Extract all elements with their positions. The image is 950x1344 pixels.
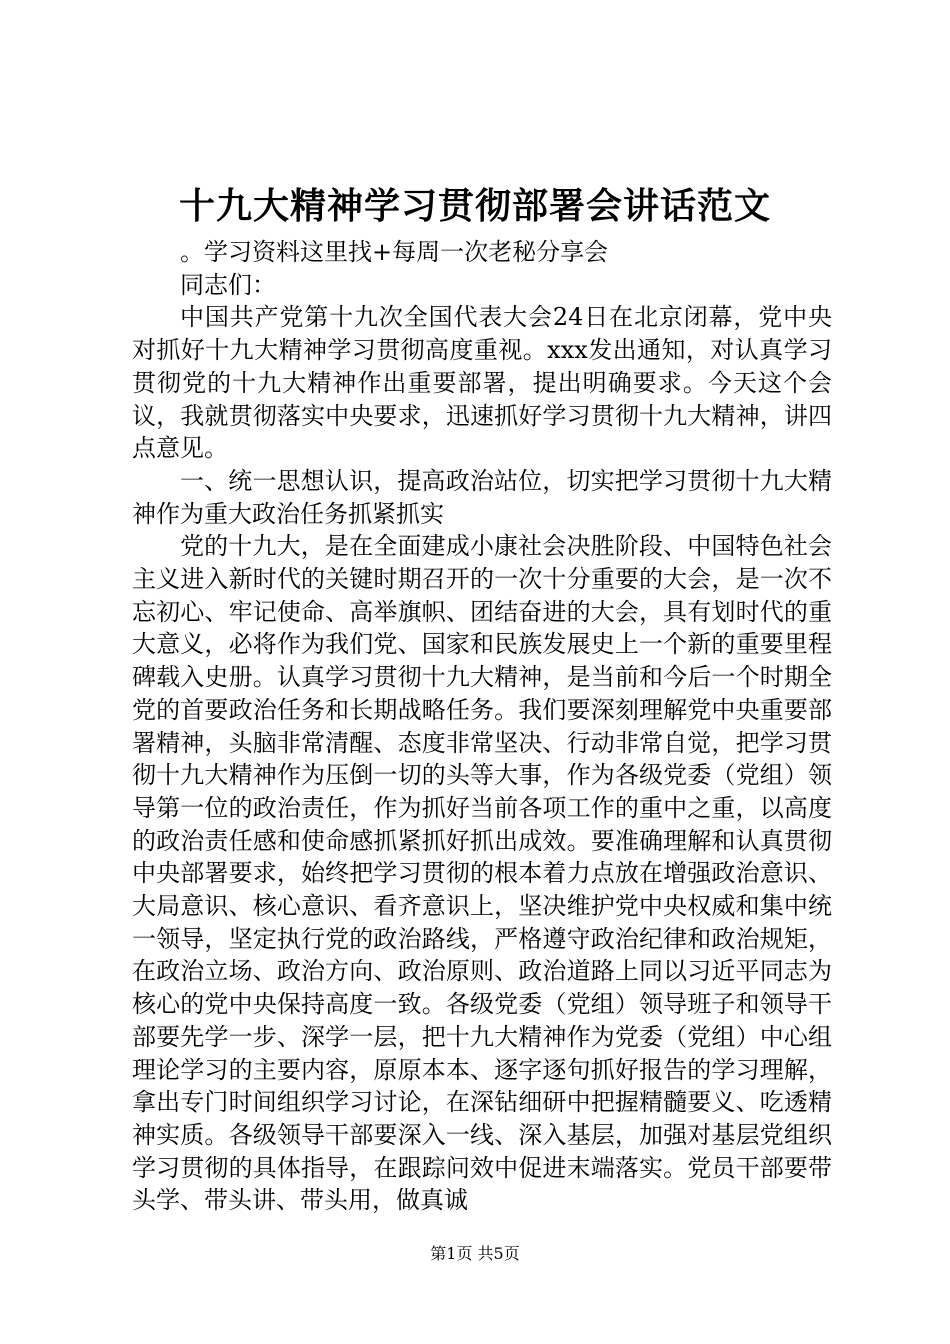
document-body <box>132 236 832 1217</box>
paragraph-resource-note: 。学习资料这里找+每周一次老秘分享会 <box>180 238 609 266</box>
page-footer: 第1页 共5页 <box>430 1244 520 1263</box>
paragraph-salutation: 同志们： <box>180 270 276 299</box>
paragraph-section-one-body: 党的十九大，是在全面建成小康社会决胜阶段、中国特色社会主义进入新时代的关键时期召开的一次十分重要的大会，是一次不忘初心、牢记使命、高举旗帜、团结奋进的大会，具有划时代的重大意义，必将作为我们党、国家和民族发展史上一个新的重要里程碑载入史册。认真学习贯彻十九大精神，是当前和今后一个时期全党的首要政治任务和长期战略任务。我们要深刻理解党中央重要部署精神，头脑非常清醒、态度非常坚决、行动非常自觉，把学习贯彻十九大精神作为压倒一切的头等大事，作为各级党委（党组）领导第一位的政治责任，作为抓好当前各项工作的重中之重，以高度的政治责任感和使命感抓紧抓好抓出成效。要准确理解和认真贯彻中央部署要求，始终把学习贯彻的根本着力点放在增强政治意识、大局意识、核心意识、看齐意识上，坚决维护党中央权威和集中统一领导，坚定执行党的政治路线，严格遵守政治纪律和政治规矩，在政治立场、政治方向、政治原则、政治道路上同以习近平同志为核心的党中央保持高度一致。各级党委（党组）领导班子和领导干部要先学一步、深学一层，把十九大精神作为党委（党组）中心组理论学习的主要内容，原原本本、逐字逐句抓好报告的学习理解，拿出专门时间组织学习讨论，在深钻细研中把握精髓要义、吃透精神实质。各级领导干部要深入一线、深入基层，加强对基层党组织学习贯彻的具体指导，在跟踪问效中促进末端落实。党员干部要带头学、带头讲、带头用，做真诚 <box>132 532 832 1215</box>
document-title: 十九大精神学习贯彻部署会讲话范文 <box>178 185 771 227</box>
section-heading-one: 一、统一思想认识，提高政治站位，切实把学习贯彻十九大精神作为重大政治任务抓紧抓实 <box>132 466 832 528</box>
paragraph-intro: 中国共产党第十九次全国代表大会24日在北京闭幕，党中央对抓好十九大精神学习贯彻高度重视。xxx发出通知，对认真学习贯彻党的十九大精神作出重要部署，提出明确要求。今天这个会议，我就贯彻落实中央要求，迅速抓好学习贯彻十九大精神，讲四点意见。 <box>132 303 832 463</box>
